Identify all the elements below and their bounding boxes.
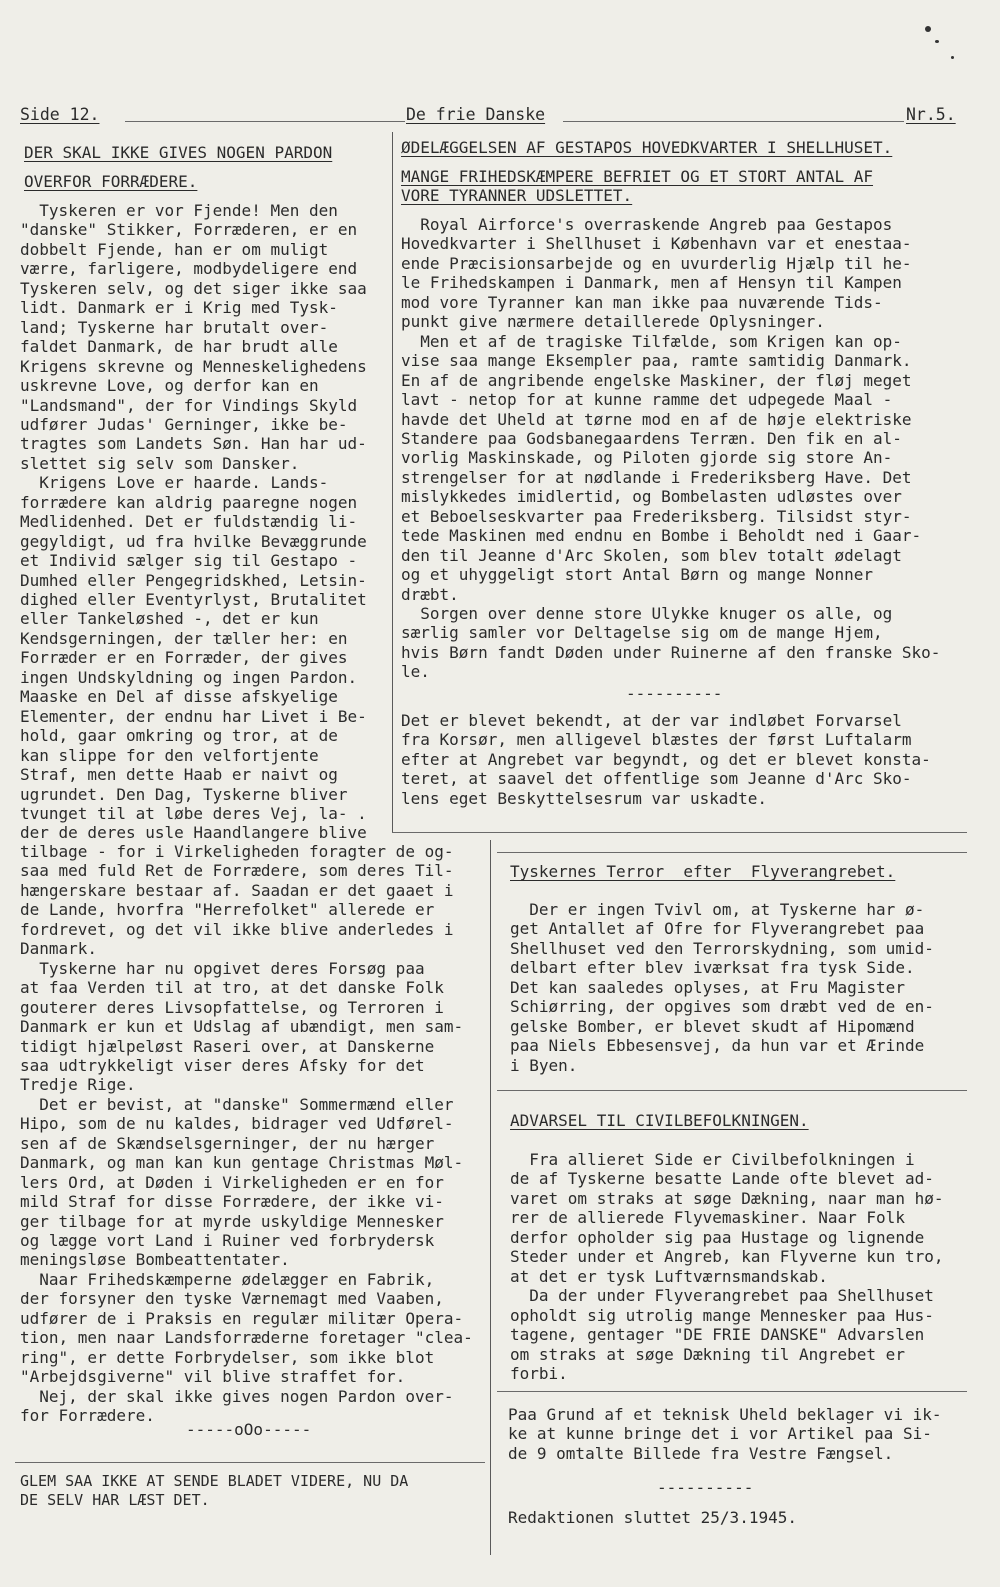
- warning-article-title: ADVARSEL TIL CIVILBEFOLKNINGEN.: [510, 1111, 809, 1130]
- text-line: Medlidenhed. Det er fuldstændig li-: [20, 512, 358, 532]
- text-line: havde det Uheld at tørne mod en af de høje elektriske: [401, 409, 912, 429]
- text-line: lens eget Beskyttelsesrum var uskadte.: [401, 788, 768, 808]
- text-line: hvis Børn fandt Døden under Ruinerne af den franske Sko-: [401, 642, 941, 662]
- text-line: Danmark er kun et Udslag af ubændigt, men sam-: [20, 1017, 464, 1037]
- text-line: den til Jeanne d'Arc Skolen, som blev totalt ødelagt: [401, 545, 902, 565]
- text-line: ugrundet. Den Dag, Tyskerne bliver: [20, 784, 348, 804]
- text-line: Dumhed eller Pengegridskhed, Letsin-: [20, 570, 367, 590]
- text-line: tilbage - for i Virkeligheden foragter de og-: [20, 842, 454, 861]
- section-rule: [392, 832, 967, 833]
- text-line: gelske Bomber, er blevet skudt af Hipomænd: [510, 1016, 915, 1036]
- text-line: ende Præcisionsarbejde og en uvurderlig Hjælp til he-: [401, 253, 912, 273]
- header-rule: [563, 121, 904, 122]
- editorial-closing: Redaktionen sluttet 25/3.1945.: [508, 1508, 797, 1527]
- ink-speck: [951, 56, 954, 59]
- right-article-title: VORE TYRANNER UDSLETTET.: [401, 186, 633, 205]
- text-line: gouterer deres Livsopfattelse, og Terroren i: [20, 997, 444, 1017]
- text-line: Tredje Rige.: [20, 1075, 136, 1095]
- text-line: Tyskeren er vor Fjende! Men den: [20, 201, 338, 220]
- text-line: ingen Undskyldning og ingen Pardon.: [20, 667, 358, 687]
- text-line: værre, farligere, modbydeligere end: [20, 259, 358, 279]
- text-line: Danmark.: [20, 939, 98, 959]
- text-line: Straf, men dette Haab er naivt og: [20, 765, 338, 785]
- text-line: mod vore Tyranner kan man ikke paa nuværende Tids-: [401, 292, 883, 312]
- text-line: Det er bevist, at "danske" Sommermænd eller: [20, 1094, 454, 1114]
- text-line: paa Niels Ebbesensvej, da hun var et Ærinde: [510, 1036, 925, 1056]
- text-line: get Antallet af Ofre for Flyverangrebet paa: [510, 919, 925, 939]
- text-line: at det er tysk Luftværnsmandskab.: [510, 1266, 828, 1286]
- text-line: faldet Danmark, de har brudt alle: [20, 337, 338, 357]
- text-line: vise saa mange Eksempler paa, ramte samtidig Danmark.: [401, 351, 912, 371]
- text-line: vorlig Maskinskade, og Piloten gjorde sig store An-: [401, 448, 893, 468]
- text-line: Det kan saaledes oplyses, at Fru Magister: [510, 977, 905, 997]
- text-line: tagene, gentager "DE FRIE DANSKE" Advarslen: [510, 1325, 925, 1345]
- text-line: Elementer, der endnu har Livet i Be-: [20, 706, 367, 726]
- text-line: tion, men naar Landsforræderne foretager "clea-: [20, 1328, 473, 1348]
- text-line: le.: [401, 662, 430, 682]
- text-line: mislykkedes imidlertid, og Bombelasten udløstes over: [401, 487, 902, 507]
- text-line: Der er ingen Tvivl om, at Tyskerne har ø-: [510, 900, 925, 919]
- text-line: hængerskare bestaar af. Saadan er det gaaet i: [20, 880, 454, 900]
- text-line: Hipo, som de nu kaldes, bidrager ved Udførel-: [20, 1114, 454, 1134]
- text-line: de 9 omtalte Billede fra Vestre Fængsel.: [508, 1443, 894, 1463]
- section-rule: [497, 852, 967, 853]
- text-line: Det er blevet bekendt, at der var indløbet Forvarsel: [401, 711, 902, 730]
- text-line: kan slippe for den velfortjente: [20, 745, 319, 765]
- text-line: for Forrædere.: [20, 1406, 155, 1426]
- text-line: teret, at saavel det offentlige som Jeanne d'Arc Sko-: [401, 769, 912, 789]
- column-divider: [490, 840, 491, 1555]
- text-line: Krigens skrevne og Menneskelighedens: [20, 356, 367, 376]
- text-line: mild Straf for disse Forrædere, der ikke vi-: [20, 1192, 444, 1212]
- text-line: Schiørring, der opgives som dræbt ved de en-: [510, 997, 934, 1017]
- article-end-mark: -----oOo-----: [186, 1420, 312, 1439]
- text-line: Royal Airforce's overraskende Angreb paa Gestapos: [401, 215, 893, 234]
- text-line: tidigt hjælpeløst Raseri over, at Danskerne: [20, 1036, 435, 1056]
- text-line: punkt give nærmere detaillerede Oplysninger.: [401, 312, 825, 332]
- text-line: dræbt.: [401, 584, 459, 604]
- text-line: eller Tankeløshed -, det er kun: [20, 609, 319, 629]
- footer-note-line: DE SELV HAR LÆST DET.: [20, 1491, 210, 1509]
- text-line: udfører de i Praksis en regulær militær Opera-: [20, 1308, 464, 1328]
- text-line: efter at Angrebet var begyndt, og det er blevet konsta-: [401, 749, 931, 769]
- text-line: og et uhyggeligt stort Antal Børn og mange Nonner: [401, 565, 874, 585]
- text-line: og lægge vort Land i Ruiner ved forbrydersk: [20, 1231, 435, 1250]
- text-line: ger tilbage for at myrde uskyldige Mennesker: [20, 1211, 444, 1231]
- left-article-title: OVERFOR FORRÆDERE.: [24, 172, 198, 191]
- text-line: et Beboelseskvarter paa Frederiksberg. Tilsidst styr-: [401, 506, 912, 526]
- footer-note-line: GLEM SAA IKKE AT SENDE BLADET VIDERE, NU DA: [20, 1472, 409, 1490]
- text-line: at faa Verden til at tro, at det danske Folk: [20, 978, 444, 998]
- text-line: Steder under et Angreb, kan Flyverne kun tro,: [510, 1247, 944, 1267]
- text-line: ring", er dette Forbrydelser, som ikke blot: [20, 1347, 435, 1367]
- text-line: forrædere kan aldrig paaregne nogen: [20, 492, 358, 512]
- text-line: varet om straks at søge Dækning, naar man hø-: [510, 1188, 944, 1208]
- text-line: Da der under Flyverangrebet paa Shellhuset: [510, 1286, 934, 1306]
- text-line: uskrevne Love, og derfor kan en: [20, 376, 319, 396]
- text-line: i Byen.: [510, 1055, 578, 1075]
- text-line: lers Ord, at Døden i Virkeligheden er en for: [20, 1172, 444, 1192]
- text-line: Kendsgerningen, der tæller her: en: [20, 628, 348, 648]
- text-line: opholdt sig utrolig mange Mennesker paa Hus-: [510, 1305, 934, 1325]
- text-line: "Arbejdsgiverne" vil blive straffet for.: [20, 1367, 406, 1387]
- text-line: "Landsmand", der for Vindings Skyld: [20, 395, 358, 415]
- text-line: Men et af de tragiske Tilfælde, som Krigen kan op-: [401, 331, 902, 351]
- text-line: fordrevet, og det vil ikke blive anderledes i: [20, 919, 454, 939]
- text-line: dobbelt Fjende, han er om muligt: [20, 239, 329, 259]
- text-line: Sorgen over denne store Ulykke knuger os alle, og: [401, 604, 893, 623]
- text-line: Maaske en Del af disse afskyelige: [20, 687, 338, 707]
- text-line: om straks at søge Dækning til Angrebet er: [510, 1344, 905, 1364]
- newspaper-title: De frie Danske: [406, 105, 546, 124]
- text-line: "danske" Stikker, Forræderen, er en: [20, 220, 358, 240]
- text-line: Shellhuset ved den Terrorskydning, som umid-: [510, 938, 934, 958]
- text-line: de Lande, hvorfra "Herrefolket" allerede er: [20, 900, 435, 920]
- text-line: Fra allieret Side er Civilbefolkningen i: [510, 1150, 915, 1169]
- text-line: Standere paa Godsbanegaardens Terræn. Den fik en al-: [401, 428, 902, 448]
- right-article-title: ØDELÆGGELSEN AF GESTAPOS HOVEDKVARTER I SHELLHUSET.: [401, 138, 893, 157]
- right-article-title: MANGE FRIHEDSKÆMPERE BEFRIET OG ET STORT ANTAL AF: [401, 167, 874, 186]
- text-line: fra Korsør, men alligevel blæstes der først Luftalarm: [401, 730, 912, 750]
- text-line: tragtes som Landets Søn. Han har ud-: [20, 434, 367, 454]
- text-line: tvunget til at løbe deres Vej, la- .: [20, 803, 367, 823]
- text-line: dighed eller Eventyrlyst, Brutalitet: [20, 590, 367, 609]
- text-line: strengelser for at nødlande i Frederiksberg Have. Det: [401, 467, 912, 487]
- left-article-title: DER SKAL IKKE GIVES NOGEN PARDON: [24, 143, 333, 162]
- text-line: derfor opholder sig paa Hustage og lignende: [510, 1227, 925, 1247]
- text-line: sen af de Skændselsgerninger, der nu hærger: [20, 1133, 435, 1153]
- text-line: gegyldigt, ud fra hvilke Bevæggrunde: [20, 531, 367, 551]
- section-rule: [497, 1090, 967, 1091]
- text-line: Naar Frihedskæmperne ødelægger en Fabrik,: [20, 1269, 435, 1289]
- text-line: ke at kunne bringe det i vor Artikel paa Si-: [508, 1424, 932, 1444]
- text-line: lidt. Danmark er i Krig med Tysk-: [20, 298, 338, 318]
- text-line: meningsløse Bombeattentater.: [20, 1250, 290, 1270]
- section-rule: [15, 1462, 485, 1463]
- ink-speck: [935, 40, 939, 43]
- text-line: der de deres usle Haandlangere blive: [20, 823, 367, 843]
- text-line: rer de allierede Flyvemaskiner. Naar Folk: [510, 1208, 905, 1228]
- text-line: tede Maskinen med endnu en Bombe i Beholdt ned i Gaar-: [401, 526, 922, 546]
- text-line: slettet sig selv som Dansker.: [20, 453, 300, 473]
- text-line: Nej, der skal ikke gives nogen Pardon over-: [20, 1386, 454, 1406]
- text-line: lavt - netop for at kunne ramme det udpegede Maal -: [401, 390, 893, 410]
- text-line: Paa Grund af et teknisk Uheld beklager vi ik-: [508, 1405, 942, 1424]
- ink-speck: [925, 26, 931, 32]
- text-line: delbart efter blev iværksat fra tysk Side.: [510, 958, 915, 978]
- column-divider: [392, 132, 393, 832]
- text-line: Tyskerne har nu opgivet deres Forsøg paa: [20, 958, 425, 978]
- separator: ----------: [626, 684, 723, 703]
- text-line: Forræder er en Forræder, der gives: [20, 648, 348, 668]
- text-line: der forsyner den tyske Værnemagt med Vaaben,: [20, 1289, 444, 1309]
- text-line: saa med fuld Ret de Forrædere, som deres Til-: [20, 861, 454, 881]
- text-line: land; Tyskerne har brutalt over-: [20, 317, 329, 337]
- text-line: et Individ sælger sig til Gestapo -: [20, 551, 358, 571]
- section-rule: [497, 1391, 967, 1392]
- text-line: udfører Judas' Gerninger, ikke be-: [20, 414, 348, 434]
- text-line: saa udtrykkeligt viser deres Afsky for det: [20, 1055, 425, 1075]
- page-number: Side 12.: [20, 105, 100, 124]
- text-line: de af Tyskerne besatte Lande ofte blevet ad-: [510, 1169, 934, 1189]
- text-line: Danmark, og man kan kun gentage Christmas Møl-: [20, 1153, 464, 1173]
- text-line: En af de angribende engelske Maskiner, der fløj meget: [401, 370, 912, 390]
- text-line: Krigens Love er haarde. Lands-: [20, 473, 329, 493]
- header-rule: [125, 121, 405, 122]
- text-line: særlig samler vor Deltagelse sig om de mange Hjem,: [401, 623, 883, 643]
- text-line: forbi.: [510, 1363, 568, 1383]
- text-line: Tyskeren selv, og det siger ikke saa: [20, 278, 367, 298]
- terror-article-title: Tyskernes Terror efter Flyverangrebet.: [510, 862, 896, 881]
- text-line: Hovedkvarter i Shellhuset i København var et enestaa-: [401, 234, 912, 254]
- text-line: hold, gaar omkring og tror, at de: [20, 726, 338, 746]
- issue-number: Nr.5.: [906, 105, 956, 124]
- separator: ----------: [657, 1478, 754, 1497]
- text-line: le Frihedskampen i Danmark, men af Hensyn til Kampen: [401, 273, 902, 293]
